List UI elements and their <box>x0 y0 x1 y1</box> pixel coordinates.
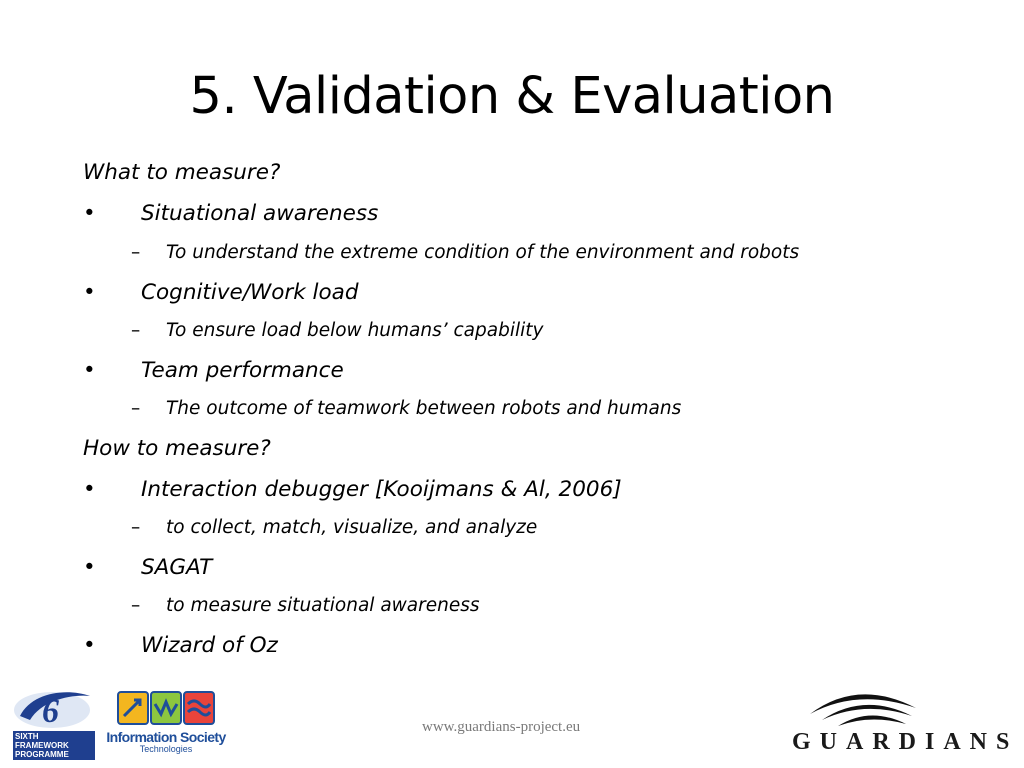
ist-label <box>100 729 232 754</box>
list-item-label: Cognitive/Work load <box>141 280 359 305</box>
list-item-label: Wizard of Oz <box>141 633 278 658</box>
guardians-arc-icon <box>808 684 918 728</box>
fp6-logo-icon <box>12 686 94 732</box>
dash-icon: – <box>131 517 141 538</box>
ist-label-line2: Technologies <box>139 744 193 754</box>
section-heading-what: What to measure? <box>83 160 281 185</box>
dash-icon: – <box>131 398 141 419</box>
sub-list-item-label: to measure situational awareness <box>166 595 480 616</box>
ist-logo-icon <box>116 690 216 730</box>
sub-list-item-label: To ensure load below humans’ capability <box>166 320 544 341</box>
section-heading-how: How to measure? <box>83 436 271 461</box>
svg-text:6: 6 <box>42 693 59 730</box>
sub-list-item-label: The outcome of teamwork between robots and humans <box>166 398 682 419</box>
bullet-icon: • <box>83 633 96 658</box>
footer-url: www.guardians-project.eu <box>422 719 581 735</box>
bullet-icon: • <box>83 201 96 226</box>
ist-label-line1: Information Society <box>106 729 226 745</box>
slide-title: 5. Validation & Evaluation <box>189 67 835 126</box>
list-item-label: Interaction debugger [Kooijmans & Al, 2006] <box>141 477 622 502</box>
bullet-icon: • <box>83 555 96 580</box>
dash-icon: – <box>131 595 141 616</box>
bullet-icon: • <box>83 280 96 305</box>
dash-icon: – <box>131 320 141 341</box>
bullet-icon: • <box>83 477 96 502</box>
list-item-label: Situational awareness <box>141 201 379 226</box>
list-item-label: SAGAT <box>141 555 213 580</box>
list-item-label: Team performance <box>141 358 344 383</box>
guardians-wordmark: GUARDIANS <box>792 729 1019 755</box>
sub-list-item-label: to collect, match, visualize, and analyze <box>166 517 538 538</box>
dash-icon: – <box>131 242 141 263</box>
bullet-icon: • <box>83 358 96 383</box>
sub-list-item-label: To understand the extreme condition of the environment and robots <box>166 242 800 263</box>
fp6-label: SIXTH FRAMEWORK PROGRAMME <box>13 731 95 760</box>
